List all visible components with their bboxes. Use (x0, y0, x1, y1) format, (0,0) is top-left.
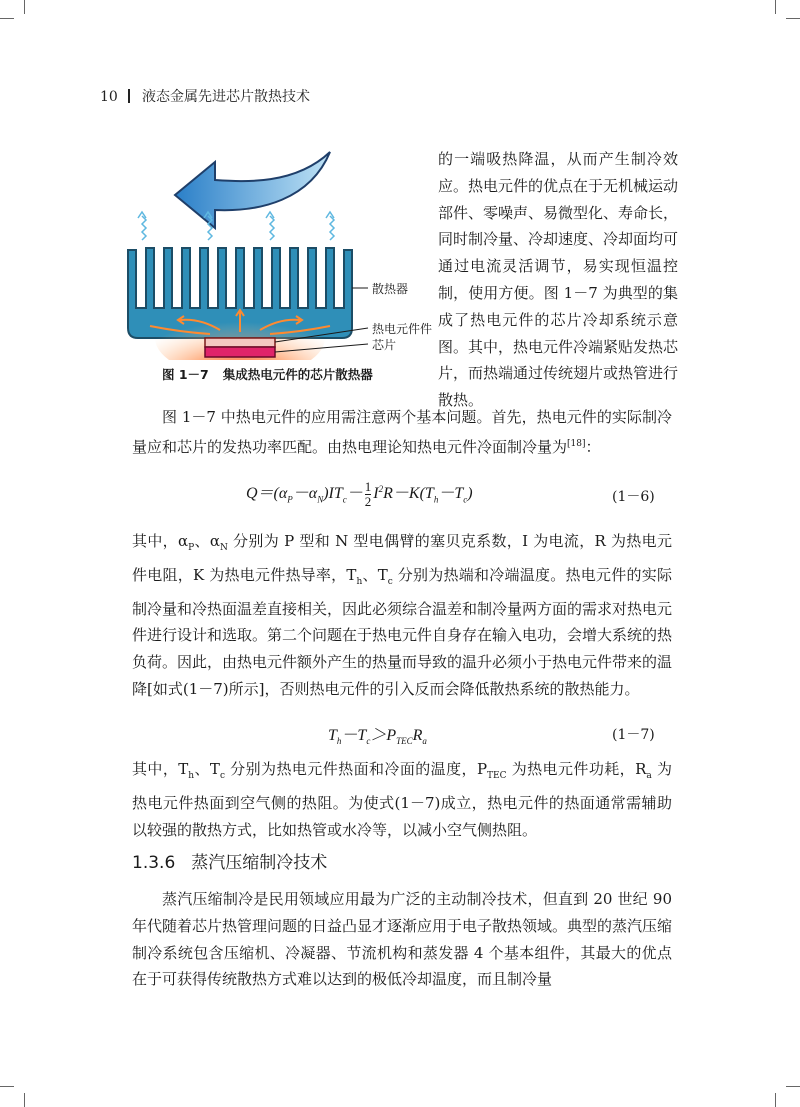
para3-sub: TEC (487, 771, 507, 781)
side-paragraph (438, 146, 678, 414)
crop-mark (775, 0, 776, 14)
equation-number-1-7: (1－7) (612, 727, 655, 743)
side-paragraph-text: 的一端吸热降温，从而产生制冷效应。热电元件的优点在于无机械运动部件、零噪声、易微型化、寿命长，同时制冷量、冷却速度、冷却面均可通过电流灵活调节，易实现恒温控制，使用方便。图 1－7 为典型的集成了热电元件的芯片冷却系统示意图。其中，热电元件冷端紧贴发热芯片，而热端通过传统翅片或热管进行散热。 (438, 150, 679, 410)
para2-part: 分别为 P 型和 N 型电偶臂的塞贝克系数，I 为电流，R 为热电元件电阻，K 为热电元件热导率，T (132, 532, 672, 584)
eq-fraction (365, 480, 372, 509)
para3-sub: h (188, 771, 195, 781)
eq-sub: c (366, 736, 371, 747)
heat-wave-icons (138, 212, 334, 240)
section-heading (132, 848, 327, 873)
paragraph-3 (132, 756, 672, 843)
para2-sub: N (220, 543, 228, 553)
para1-text: 图 1－7 中热电元件的应用需注意两个基本问题。首先，热电元件的实际制冷量应和芯片的发热功率匹配。由热电理论知热电元件冷面制冷量为 (132, 408, 672, 456)
para2-sub: h (356, 576, 363, 587)
para3-part: 、T (194, 760, 220, 778)
crop-mark (24, 1093, 25, 1107)
eq-part: ＞P (370, 727, 397, 744)
eq-sub: c (463, 494, 468, 505)
paragraph-2-text (132, 528, 672, 703)
eq-part: T (328, 727, 337, 744)
caption-number: 图 1－7 (162, 367, 209, 382)
eq-part: －T (438, 485, 464, 503)
para3-sub: a (646, 771, 652, 781)
paragraph-2 (132, 528, 672, 703)
section-title-text: 蒸汽压缩制冷技术 (191, 853, 328, 873)
citation-ref: [18] (567, 438, 586, 449)
para3-part: 分别为热电元件热面和冷面的温度，P (224, 760, 488, 778)
page-number: 10 (100, 89, 118, 105)
paragraph-4-text: 蒸汽压缩制冷是民用领域应用最为广泛的主动制冷技术，但直到 20 世纪 90 年代随着芯片热管理问题的日益凸显才逐渐应用于电子散热领域。典型的蒸汽压缩制冷系统包含压缩机、冷凝器、节流机构和蒸发器 4 个基本组件，其最大的优点在于可获得传统散热方式难以达到的极低冷却温度，而且制冷量 (132, 890, 673, 989)
eq-sub: h (336, 736, 342, 747)
crop-mark (786, 18, 800, 19)
para1-end: ： (585, 437, 601, 456)
label-heatsink: 散热器 (372, 282, 409, 296)
eq-sub: a (422, 736, 427, 747)
para2-part: 其中，α (132, 532, 189, 550)
para2-part: 分别为热端和冷端温度。热电元件的实际制冷量和冷热面温差直接相关，因此必须综合温差和制冷量两方面的需求对热电元件进行设计和选取。第二个问题在于热电元件自身存在输入电功，会增大系统的热负荷。因此，由热电元件额外产生的热量而导致的温升必须小于热电元件带来的温降[如式(1－7)所示]，否则热电元件的引入反而会降低散热系统的散热能力。 (132, 565, 673, 698)
eq-part: R－K(T (383, 485, 434, 503)
para3-part: 其中，T (132, 760, 189, 778)
para3-part: 为热电元件功耗，R (506, 760, 647, 778)
paragraph-1 (132, 404, 672, 461)
para2-part: 、T (362, 565, 388, 584)
label-tec: 热电元件件 (372, 322, 433, 336)
tec-element-icon (205, 338, 275, 347)
frac-num: 1 (364, 479, 372, 494)
paragraph-3-text (132, 756, 672, 843)
equation-number-1-6: (1－6) (612, 489, 655, 505)
equation-1-6 (246, 480, 473, 509)
eq-part: ) (467, 485, 473, 503)
eq-sub: c (342, 494, 347, 505)
eq-part: )IT (323, 485, 343, 503)
para2-part: 、α (194, 532, 221, 550)
para2-sub: c (387, 576, 393, 587)
crop-mark (0, 18, 14, 19)
running-header (100, 86, 310, 106)
paragraph-1-text (132, 404, 672, 461)
eq-part: －α (292, 485, 318, 503)
crop-mark (0, 1086, 14, 1087)
crop-mark (786, 1086, 800, 1087)
eq-sup: 2 (378, 483, 384, 494)
caption-text: 集成热电元件的芯片散热器 (222, 367, 373, 382)
para3-part: 为热电元件热面到空气侧的热阻。为使式(1－7)成立，热电元件的热面通常需辅助以较强的散热方式，比如热管或水冷等，以减小空气侧热阻。 (132, 760, 672, 839)
paragraph-4 (132, 886, 672, 993)
book-title: 液态金属先进芯片散热技术 (142, 89, 310, 105)
para3-sub: c (219, 771, 225, 781)
header-separator (128, 89, 130, 103)
chip-icon (205, 347, 275, 357)
eq-part: I (373, 485, 379, 503)
eq-part: R (412, 727, 423, 744)
section-number: 1.3.6 (132, 853, 176, 873)
eq-sub: N (317, 494, 324, 505)
eq-part: － (346, 485, 363, 503)
frac-den: 2 (364, 494, 372, 509)
eq-sub: P (287, 494, 293, 505)
crop-mark (24, 0, 25, 14)
eq-sub: h (433, 494, 439, 505)
equation-1-7 (328, 722, 427, 746)
label-chip: 芯片 (372, 338, 397, 352)
eq-part: －T (341, 727, 367, 744)
eq-part: Q＝(α (246, 485, 288, 503)
para2-sub: P (188, 543, 195, 553)
airflow-arrow-icon (175, 152, 330, 228)
crop-mark (775, 1093, 776, 1107)
figure-heatsink (120, 140, 440, 390)
eq-sub: TEC (396, 736, 413, 747)
figure-caption (162, 365, 373, 383)
